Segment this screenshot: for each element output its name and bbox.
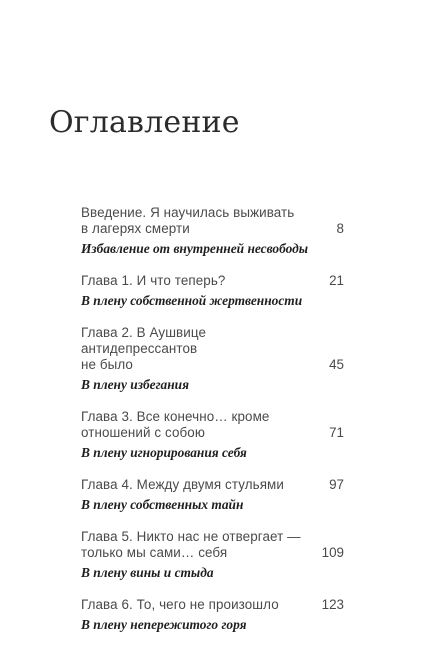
toc-entry-title-line: Глава 1. И что теперь? <box>81 273 226 288</box>
toc-entry-chapter-3[interactable] <box>81 409 344 461</box>
toc-entry-title-line: Глава 3. Все конечно… кроме <box>81 409 270 424</box>
toc-page-number: 45 <box>329 357 344 372</box>
toc-entry-subtitle: В плену собственных тайн <box>81 497 244 512</box>
toc-entry-chapter-5[interactable] <box>81 529 344 581</box>
toc-entry-heading <box>81 529 344 561</box>
toc-entry-title-line: только мы сами… себя <box>81 545 228 560</box>
toc-entry-chapter-4[interactable] <box>81 477 344 513</box>
toc-entry-heading <box>81 409 344 441</box>
toc-entry-title-line: Глава 5. Никто нас не отвергает — <box>81 529 301 544</box>
toc-entry-title-line: отношений с собою <box>81 425 205 440</box>
toc-entry-heading <box>81 205 344 237</box>
toc-entry-subtitle: Избавление от внутренней несвободы <box>81 241 309 256</box>
toc-entry-introduction[interactable] <box>81 205 344 257</box>
toc-page-number: 21 <box>329 273 344 288</box>
toc-page-number: 109 <box>321 545 344 560</box>
toc-entry-subtitle: В плену избегания <box>81 377 189 392</box>
toc-entry-subtitle: В плену непережитого горя <box>81 617 247 632</box>
toc-entry-subtitle: В плену игнорирования себя <box>81 445 247 460</box>
toc-entry-heading <box>81 273 344 289</box>
toc-entry-title-line: в лагерях смерти <box>81 221 190 236</box>
page-title: Оглавление <box>49 105 240 140</box>
toc-entry-subtitle: В плену собственной жертвенности <box>81 293 303 308</box>
table-of-contents <box>81 205 344 649</box>
toc-page-number: 97 <box>329 477 344 492</box>
toc-entry-title-line: Глава 6. То, чего не произошло <box>81 597 279 612</box>
toc-entry-title-line: Введение. Я научилась выживать <box>81 205 295 220</box>
toc-entry-heading <box>81 325 344 373</box>
toc-entry-title-line: Глава 2. В Аушвице антидепрессантов <box>81 325 207 356</box>
toc-entry-title-line: не было <box>81 357 133 372</box>
toc-entry-subtitle: В плену вины и стыда <box>81 565 214 580</box>
toc-entry-chapter-1[interactable] <box>81 273 344 309</box>
toc-page-number: 8 <box>336 221 344 236</box>
toc-entry-heading <box>81 477 344 493</box>
toc-entry-heading <box>81 597 344 613</box>
toc-page-number: 71 <box>329 425 344 440</box>
toc-page-number: 123 <box>321 597 344 612</box>
toc-entry-title-line: Глава 4. Между двумя стульями <box>81 477 284 492</box>
toc-entry-chapter-2[interactable] <box>81 325 344 393</box>
toc-entry-chapter-6[interactable] <box>81 597 344 633</box>
